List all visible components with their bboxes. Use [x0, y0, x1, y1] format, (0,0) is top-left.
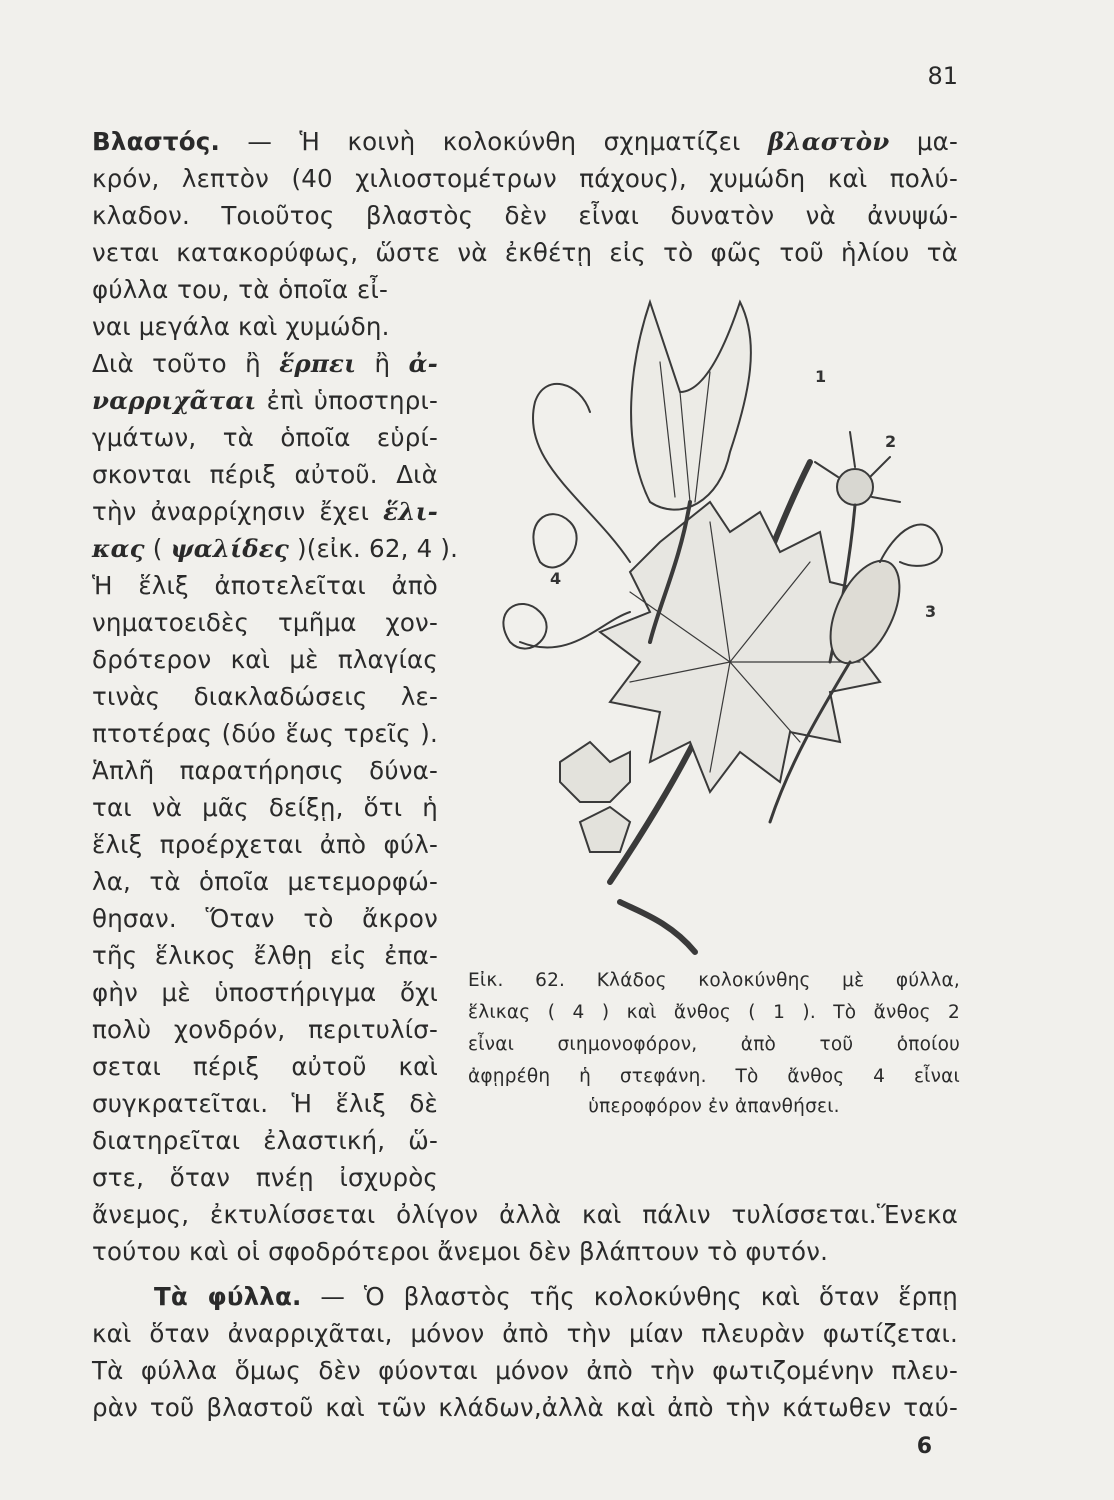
- text-line: πολὺ χονδρόν, περιτυλίσ-: [92, 1015, 438, 1044]
- text-line: στε, ὅταν πνέῃ ἰσχυρὸς: [92, 1163, 438, 1192]
- emphasis-term: ναρριχᾶται: [92, 386, 257, 415]
- text-line: [92, 127, 958, 156]
- text-line: γμάτων, τὰ ὁποῖα εὑρί-: [92, 423, 438, 452]
- text-line: τῆς ἕλικος ἔλθῃ εἰς ἐπα-: [92, 941, 438, 970]
- text-line: θησαν. Ὅταν τὸ ἄκρον: [92, 904, 438, 933]
- text-line: [92, 386, 438, 415]
- text-line: [92, 1282, 959, 1311]
- figure-label-2: 2: [885, 432, 897, 451]
- text-span: μα-: [889, 127, 958, 156]
- text-line: λα, τὰ ὁποῖα μετεμορφώ-: [92, 867, 438, 896]
- text-line: νηματοειδὲς τμῆμα χον-: [92, 608, 438, 637]
- text-line: πτοτέρας (δύο ἕως τρεῖς ).: [92, 719, 438, 748]
- illustration-svg: [480, 262, 960, 962]
- text-line: [92, 349, 438, 378]
- text-line: ται νὰ μᾶς δείξῃ, ὅτι ἡ: [92, 793, 438, 822]
- text-line: Ἡ ἕλιξ ἀποτελεῖται ἀπὸ: [92, 571, 438, 600]
- text-span: — Ὁ βλαστὸς τῆς κολοκύνθης καὶ ὅταν ἕρπῃ: [301, 1282, 959, 1311]
- emphasis-term: βλαστὸν: [767, 127, 890, 156]
- figure-caption-line: ὑπεροφόρον ἐν ἀπανθήσει.: [588, 1096, 840, 1117]
- emphasis-term: κας: [92, 534, 145, 563]
- text-span: Διὰ τοῦτο ἢ: [92, 349, 280, 378]
- text-line: κλαδον. Τοιοῦτος βλαστὸς δὲν εἶναι δυνατὸν νὰ ἀνυψώ-: [92, 201, 958, 230]
- text-line: διατηρεῖται ἐλαστική, ὥ-: [92, 1126, 438, 1155]
- text-line: νεται κατακορύφως, ὥστε νὰ ἐκθέτῃ εἰς τὸ φῶς τοῦ ἡλίου τὰ: [92, 238, 958, 267]
- text-line: καὶ ὅταν ἀναρριχᾶται, μόνον ἀπὸ τὴν μίαν πλευρὰν φωτίζεται.: [92, 1319, 958, 1348]
- text-line: τινὰς διακλαδώσεις λε-: [92, 682, 438, 711]
- text-span: ἢ: [356, 349, 409, 378]
- figure-caption-line: ἕλικας ( 4 ) καὶ ἄνθος ( 1 ). Τὸ ἄνθος 2: [468, 1002, 960, 1023]
- text-line: δρότερον καὶ μὲ πλαγίας: [92, 645, 438, 674]
- emphasis-term: ἕλι-: [383, 497, 438, 526]
- emphasis-term: ἀ-: [408, 349, 438, 378]
- figure-label-4: 4: [550, 569, 562, 588]
- section-heading-shoot: Βλαστός.: [92, 127, 220, 156]
- text-line: φύλλα του, τὰ ὁποῖα εἶ-: [92, 275, 388, 304]
- text-line: [92, 534, 459, 563]
- figure-caption-line: εἶναι σιημονοφόρον, ἀπὸ τοῦ ὁποίου: [468, 1034, 960, 1055]
- signature-number: 6: [916, 1434, 932, 1459]
- emphasis-term: ψαλίδες: [170, 534, 289, 563]
- text-line: ἄνεμος, ἐκτυλίσσεται ὀλίγον ἀλλὰ καὶ πάλιν τυλίσσεται.Ἕνεκα: [92, 1200, 958, 1229]
- text-span: ἐπὶ ὑποστηρι-: [256, 386, 438, 415]
- text-span: — Ἡ κοινὴ κολοκύνθη σχηματίζει: [220, 127, 768, 156]
- figure-label-3: 3: [925, 602, 937, 621]
- text-line: Τὰ φύλλα ὅμως δὲν φύονται μόνον ἀπὸ τὴν φωτιζομένην πλευ-: [92, 1356, 958, 1385]
- text-line: συγκρατεῖται. Ἡ ἕλιξ δὲ: [92, 1089, 438, 1118]
- text-line: ἕλιξ προέρχεται ἀπὸ φύλ-: [92, 830, 438, 859]
- text-span: τὴν ἀναρρίχησιν ἔχει: [92, 497, 384, 526]
- text-span: )(εἰκ. 62, 4 ).: [288, 534, 459, 563]
- page-number: 81: [927, 62, 958, 90]
- text-line: Ἁπλῆ παρατήρησις δύνα-: [92, 756, 438, 785]
- text-line: κρόν, λεπτὸν (40 χιλιοστομέτρων πάχους), χυμώδη καὶ πολύ-: [92, 164, 958, 193]
- figure-label-1: 1: [815, 367, 827, 386]
- section-heading-leaves: Τὰ φύλλα.: [154, 1282, 302, 1311]
- emphasis-term: ἕρπει: [279, 349, 357, 378]
- text-span: (: [144, 534, 171, 563]
- text-line: ναι μεγάλα καὶ χυμώδη.: [92, 312, 390, 341]
- text-line: ρὰν τοῦ βλαστοῦ καὶ τῶν κλάδων,ἀλλὰ καὶ ἀπὸ τὴν κάτωθεν ταύ-: [92, 1393, 958, 1422]
- text-line: φὴν μὲ ὑποστήριγμα ὄχι: [92, 978, 438, 1007]
- figure-caption-line: ἀφῃρέθη ἡ στεφάνη. Τὸ ἄνθος 4 εἶναι: [468, 1066, 960, 1087]
- pumpkin-branch-illustration: [480, 262, 960, 962]
- text-line: [92, 497, 438, 526]
- text-line: σεται πέριξ αὐτοῦ καὶ: [92, 1052, 438, 1081]
- figure-caption-line: Εἰκ. 62. Κλάδος κολοκύνθης μὲ φύλλα,: [468, 970, 960, 991]
- text-line: σκονται πέριξ αὐτοῦ. Διὰ: [92, 460, 438, 489]
- text-line: τούτου καὶ οἱ σφοδρότεροι ἄνεμοι δὲν βλάπτουν τὸ φυτόν.: [92, 1237, 829, 1266]
